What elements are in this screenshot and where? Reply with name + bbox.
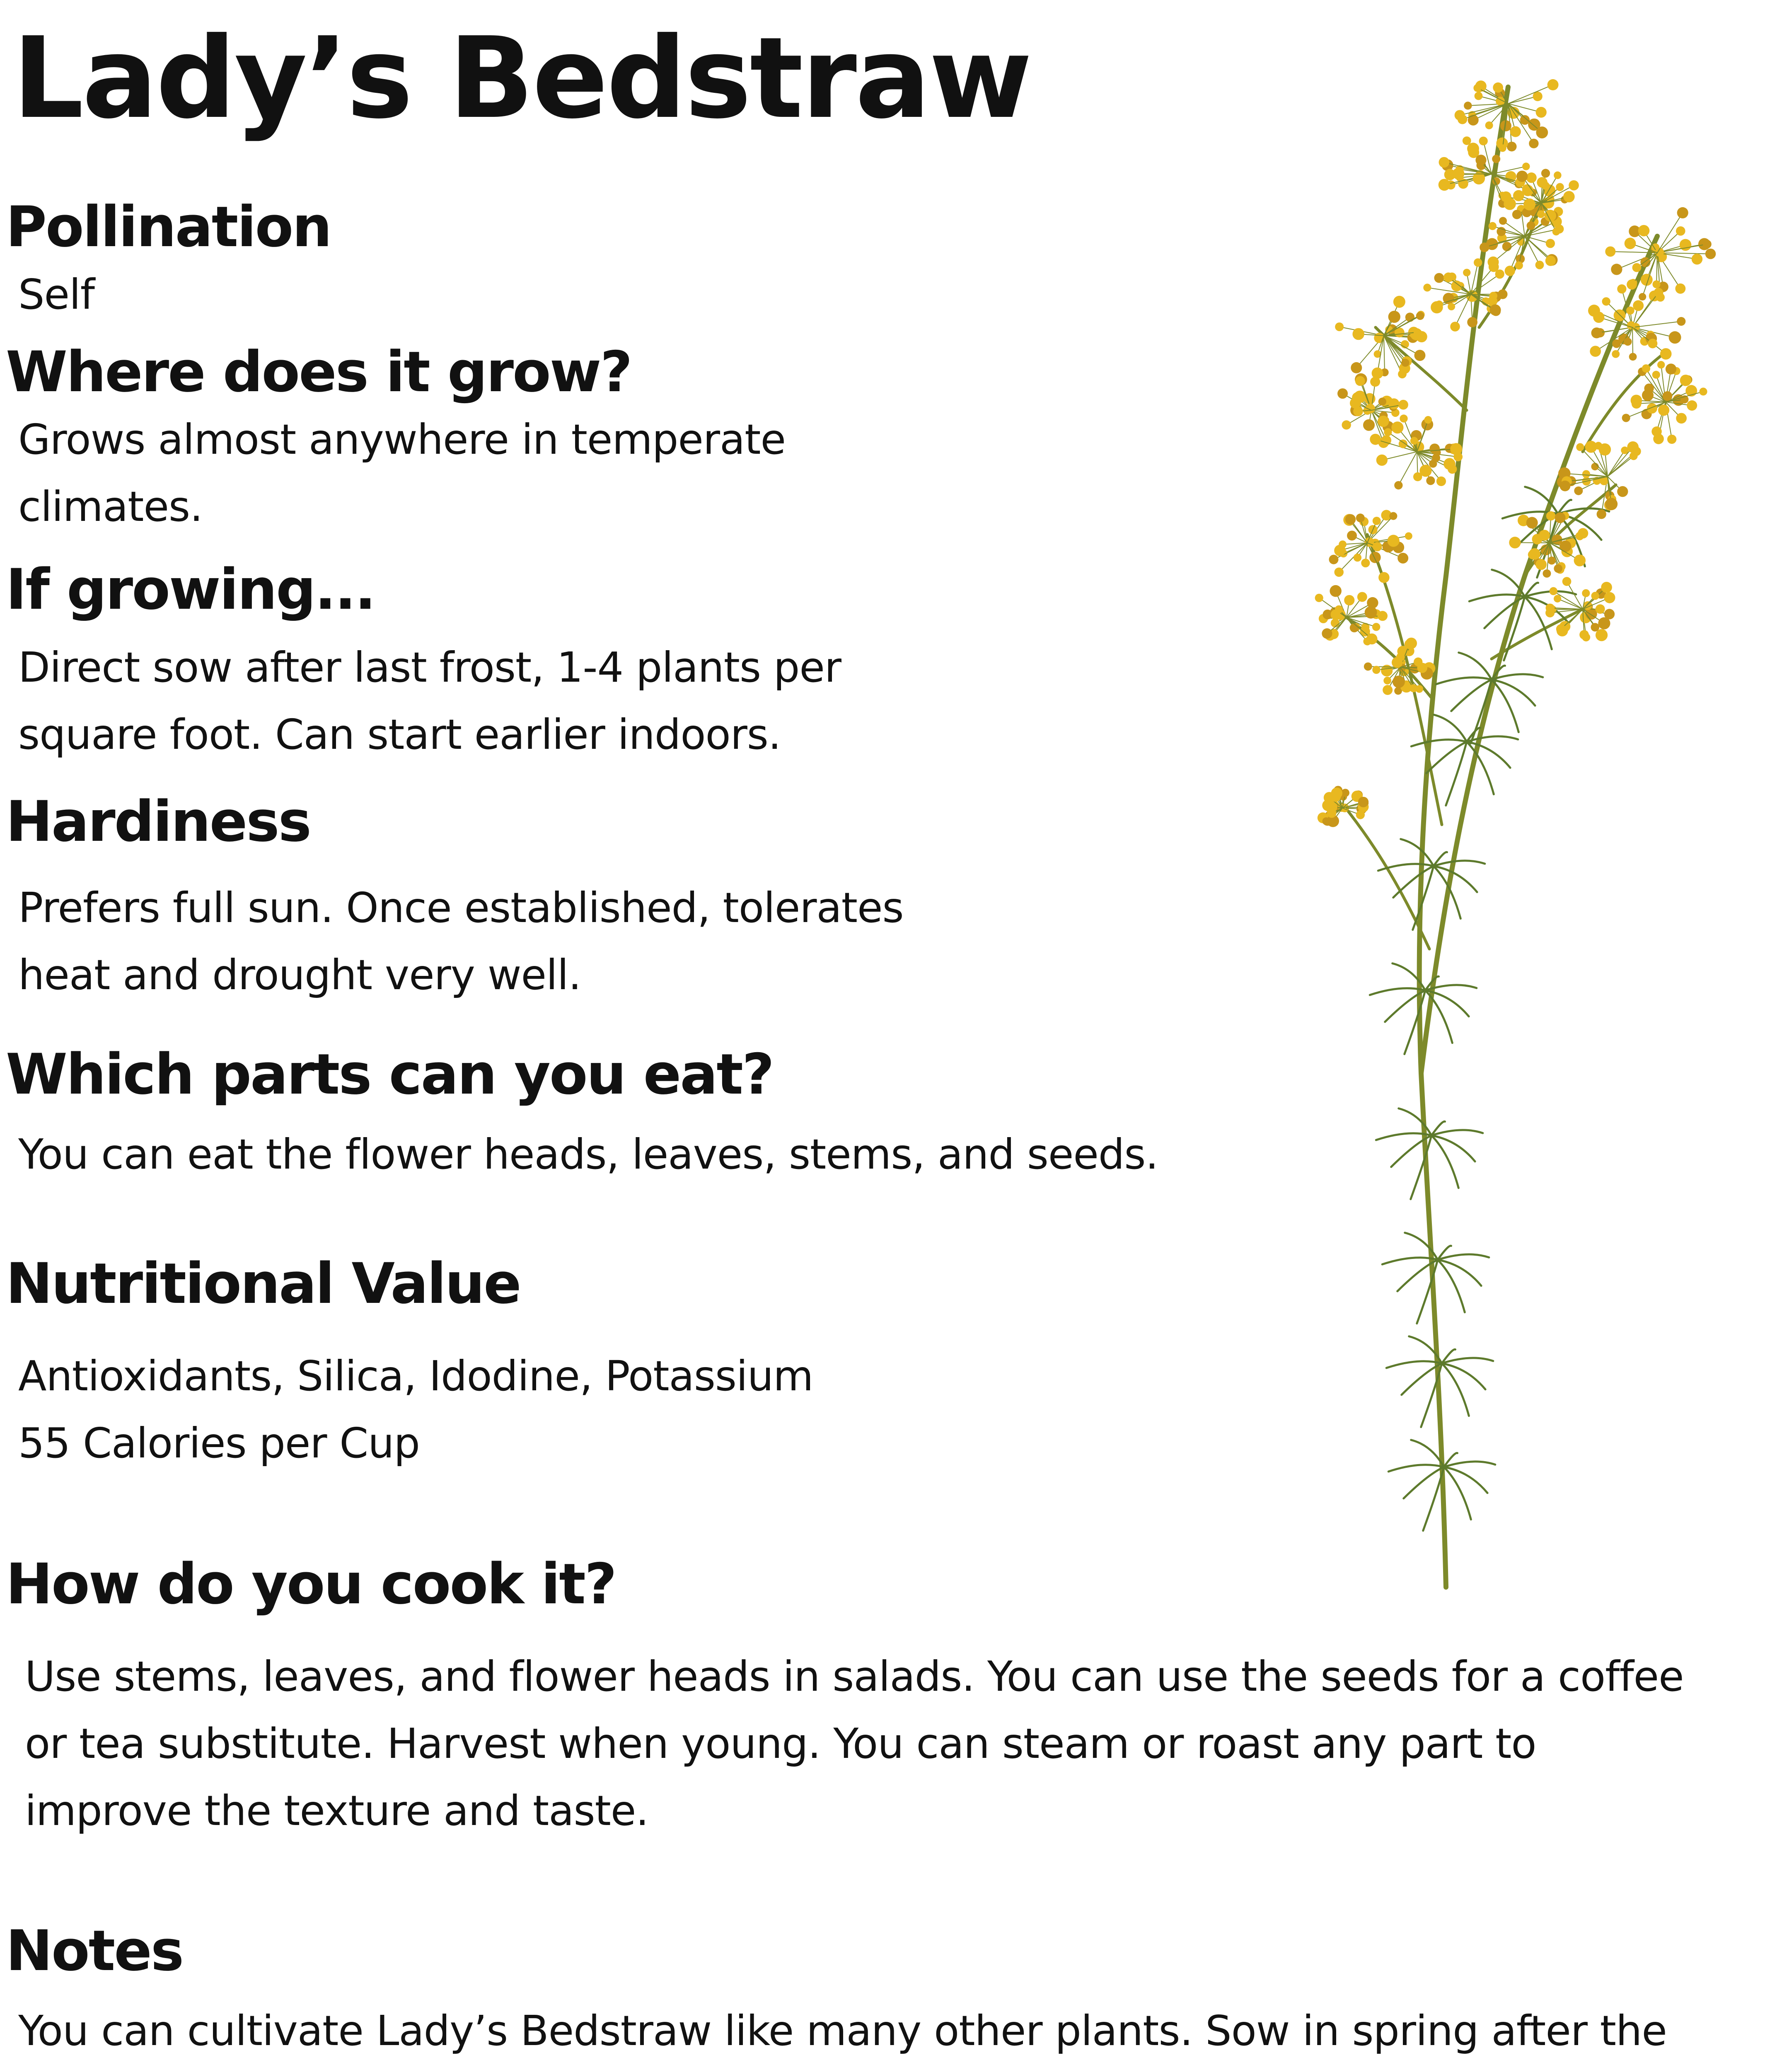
- flower-blossom: [1341, 789, 1349, 797]
- flower-blossom: [1383, 677, 1391, 685]
- flower-blossom: [1351, 362, 1362, 373]
- flower-blossom: [1330, 792, 1341, 802]
- flower-blossom: [1405, 639, 1414, 649]
- flower-blossom: [1436, 477, 1446, 486]
- flower-blossom: [1468, 115, 1479, 126]
- flower-blossom: [1556, 624, 1566, 634]
- flower-blossom: [1547, 557, 1556, 565]
- flower-blossom: [1315, 594, 1323, 602]
- flower-blossom: [1559, 540, 1571, 552]
- flower-blossom: [1638, 225, 1650, 237]
- flower-blossom: [1439, 157, 1450, 168]
- flower-blossom: [1384, 428, 1392, 436]
- flower-blossom: [1369, 552, 1381, 563]
- flower-blossom: [1391, 421, 1403, 433]
- text-line: Direct sow after last frost, 1-4 plants per: [18, 643, 841, 692]
- flower-blossom: [1432, 454, 1440, 462]
- flower-blossom: [1355, 376, 1365, 386]
- flower-blossom: [1397, 553, 1408, 564]
- flower-pedicel: [1525, 236, 1540, 265]
- flower-blossom: [1687, 400, 1697, 411]
- flower-blossom: [1495, 269, 1504, 278]
- flower-blossom: [1569, 180, 1579, 191]
- heading-hardiness: Hardiness: [6, 789, 310, 854]
- flower-blossom: [1591, 592, 1599, 600]
- flower-blossom: [1443, 458, 1455, 470]
- flower-blossom: [1423, 284, 1431, 292]
- flower-blossom: [1660, 348, 1672, 360]
- flower-blossom: [1429, 443, 1440, 454]
- flower-blossom: [1370, 434, 1381, 445]
- flower-blossom: [1556, 183, 1564, 191]
- flower-blossom: [1617, 486, 1628, 497]
- flower-blossom: [1523, 198, 1535, 211]
- flower-blossom: [1378, 398, 1386, 406]
- flower-blossom: [1522, 162, 1530, 170]
- plant-leaf: [1434, 861, 1485, 866]
- flower-blossom: [1676, 226, 1685, 236]
- text-hardiness: [18, 874, 904, 1009]
- flower-blossom: [1473, 84, 1481, 92]
- flower-blossom: [1507, 142, 1517, 152]
- flower-blossom: [1501, 191, 1511, 202]
- flower-blossom: [1576, 443, 1584, 451]
- flower-blossom: [1582, 470, 1590, 478]
- flower-blossom: [1547, 79, 1559, 90]
- flower-blossom: [1593, 312, 1604, 323]
- flower-blossom: [1543, 569, 1551, 578]
- flower-blossom: [1516, 171, 1528, 182]
- flower-blossom: [1334, 545, 1346, 557]
- flower-blossom: [1497, 227, 1506, 236]
- flower-blossom: [1579, 630, 1589, 639]
- plant-leaf: [1442, 1363, 1485, 1389]
- flower-blossom: [1352, 328, 1364, 340]
- flower-blossom: [1378, 611, 1388, 621]
- flower-blossom: [1361, 559, 1370, 567]
- flower-blossom: [1353, 407, 1363, 416]
- flower-blossom: [1417, 663, 1427, 673]
- flower-blossom: [1356, 513, 1365, 522]
- heading-notes: Notes: [6, 1918, 183, 1983]
- flower-blossom: [1542, 182, 1550, 189]
- flower-blossom: [1378, 416, 1389, 427]
- plant-stem: [1583, 352, 1666, 452]
- heading-edible-parts: Which parts can you eat?: [6, 1042, 774, 1107]
- flower-blossom: [1453, 168, 1465, 180]
- flower-blossom: [1510, 126, 1521, 137]
- flower-blossom: [1335, 322, 1344, 331]
- flower-blossom: [1410, 437, 1418, 445]
- flower-blossom: [1509, 537, 1521, 548]
- flower-blossom: [1493, 82, 1503, 93]
- flower-blossom: [1475, 92, 1483, 100]
- flower-pedicel: [1632, 327, 1633, 357]
- flower-blossom: [1322, 628, 1332, 639]
- plant-leaf: [1404, 1467, 1444, 1498]
- plant-stem: [1421, 236, 1657, 1073]
- flower-blossom: [1335, 605, 1343, 614]
- flower-blossom: [1675, 283, 1685, 294]
- flower-blossom: [1419, 465, 1431, 477]
- flower-blossom: [1657, 361, 1665, 368]
- text-line: square foot. Can start earlier indoors.: [18, 710, 781, 759]
- flower-blossom: [1692, 254, 1702, 264]
- flower-blossom: [1398, 400, 1408, 410]
- flower-blossom: [1474, 258, 1482, 266]
- plant-leaf: [1434, 715, 1467, 742]
- flower-blossom: [1345, 514, 1356, 525]
- flower-blossom: [1378, 572, 1389, 583]
- flower-blossom: [1605, 246, 1615, 257]
- flower-blossom: [1632, 263, 1642, 272]
- plant-leaf: [1459, 653, 1492, 680]
- flower-blossom: [1642, 364, 1650, 373]
- flower-blossom: [1541, 169, 1550, 177]
- flower-blossom: [1582, 589, 1590, 597]
- flower-blossom: [1443, 273, 1453, 283]
- flower-blossom: [1630, 452, 1638, 460]
- text-notes: [18, 1997, 1667, 2072]
- text-line: You can eat the flower heads, leaves, stems, and seeds.: [18, 1130, 1158, 1179]
- flower-blossom: [1410, 684, 1417, 692]
- flower-blossom: [1622, 414, 1630, 422]
- flower-blossom: [1376, 455, 1388, 466]
- flower-blossom: [1372, 666, 1380, 674]
- flower-blossom: [1539, 530, 1550, 541]
- flower-blossom: [1520, 115, 1530, 125]
- flower-blossom: [1648, 339, 1657, 348]
- flower-blossom: [1363, 419, 1375, 431]
- flower-blossom: [1644, 384, 1654, 393]
- text-pollination: [18, 261, 94, 328]
- heading-pollination: Pollination: [6, 194, 331, 259]
- flower-blossom: [1654, 288, 1663, 298]
- flower-blossom: [1545, 256, 1556, 266]
- flower-blossom: [1356, 810, 1365, 819]
- flower-blossom: [1350, 623, 1359, 632]
- flower-blossom: [1602, 297, 1610, 305]
- flower-blossom: [1591, 463, 1598, 470]
- flower-blossom: [1554, 172, 1562, 179]
- flower-blossom: [1388, 398, 1399, 409]
- flower-blossom: [1401, 359, 1409, 367]
- flower-blossom: [1489, 222, 1497, 230]
- flower-blossom: [1388, 311, 1400, 323]
- flower-blossom: [1591, 623, 1599, 632]
- flower-pedicel: [1384, 336, 1385, 373]
- flower-blossom: [1529, 139, 1538, 148]
- flower-blossom: [1467, 317, 1477, 327]
- flower-blossom: [1358, 797, 1368, 807]
- flower-blossom: [1633, 300, 1644, 311]
- plant-leaf: [1427, 742, 1467, 773]
- flower-blossom: [1527, 221, 1535, 230]
- flower-blossom: [1703, 240, 1712, 249]
- flower-blossom: [1372, 623, 1380, 631]
- flower-blossom: [1546, 511, 1556, 521]
- flower-blossom: [1597, 509, 1606, 519]
- flower-blossom: [1400, 414, 1407, 422]
- flower-blossom: [1373, 542, 1382, 551]
- flower-blossom: [1546, 239, 1555, 248]
- flower-blossom: [1555, 512, 1566, 523]
- flower-blossom: [1434, 273, 1444, 283]
- text-line: Antioxidants, Silica, Idodine, Potassium: [18, 1352, 813, 1400]
- flower-blossom: [1392, 657, 1403, 668]
- flower-blossom: [1612, 350, 1620, 358]
- plant-leaf: [1467, 736, 1518, 742]
- flower-pedicel: [1508, 85, 1553, 104]
- flower-blossom: [1596, 604, 1605, 614]
- flower-blossom: [1342, 420, 1351, 429]
- plant-leaf: [1401, 839, 1434, 866]
- flower-blossom: [1605, 498, 1618, 510]
- flower-blossom: [1574, 554, 1586, 566]
- flower-blossom: [1365, 606, 1377, 619]
- flower-blossom: [1393, 675, 1405, 688]
- flower-blossom: [1554, 595, 1561, 603]
- plant-leaf: [1434, 866, 1477, 892]
- text-line: climates.: [18, 482, 203, 531]
- flower-blossom: [1574, 487, 1583, 495]
- flower-blossom: [1337, 388, 1348, 399]
- flower-blossom: [1666, 363, 1676, 374]
- flower-blossom: [1596, 629, 1608, 641]
- flower-blossom: [1388, 535, 1400, 547]
- flower-blossom: [1529, 548, 1540, 560]
- flower-blossom: [1537, 210, 1545, 218]
- flower-blossom: [1450, 443, 1462, 455]
- flower-pedicel: [1608, 456, 1634, 477]
- flower-blossom: [1389, 512, 1397, 520]
- plant-leaf: [1431, 1135, 1475, 1162]
- flower-blossom: [1464, 102, 1472, 109]
- flower-blossom: [1590, 346, 1601, 357]
- flower-blossom: [1562, 577, 1572, 586]
- flower-blossom: [1639, 293, 1646, 300]
- flower-blossom: [1535, 261, 1544, 269]
- text-line: [18, 2065, 1667, 2072]
- text-line: 55 Calories per Cup: [18, 1419, 420, 1467]
- flower-blossom: [1455, 110, 1465, 120]
- flower-blossom: [1629, 353, 1637, 361]
- text-line: Grows almost anywhere in temperate: [18, 415, 786, 464]
- plant-leaf: [1492, 674, 1543, 680]
- text-where-grow: [18, 406, 786, 540]
- heading-how-to-cook: How do you cook it?: [6, 1552, 616, 1617]
- flower-blossom: [1535, 559, 1547, 570]
- flower-blossom: [1677, 317, 1685, 326]
- text-line: You can cultivate Lady’s Bedstraw like many other plants. Sow in spring after the: [18, 2007, 1667, 2055]
- plant-leaf: [1446, 742, 1467, 806]
- flower-blossom: [1677, 207, 1688, 218]
- flower-blossom: [1554, 564, 1562, 573]
- flower-blossom: [1426, 476, 1435, 485]
- flower-blossom: [1414, 329, 1421, 336]
- flower-blossom: [1699, 387, 1707, 395]
- flower-blossom: [1624, 338, 1632, 346]
- flower-blossom: [1627, 279, 1637, 290]
- flower-blossom: [1505, 266, 1515, 276]
- flower-blossom: [1344, 595, 1354, 605]
- flower-blossom: [1625, 238, 1636, 249]
- flower-blossom: [1663, 391, 1673, 401]
- flower-blossom: [1552, 228, 1560, 236]
- flower-blossom: [1485, 121, 1493, 129]
- flower-blossom: [1405, 532, 1412, 540]
- flower-blossom: [1502, 242, 1512, 252]
- flower-blossom: [1489, 304, 1501, 315]
- flower-blossom: [1526, 172, 1537, 183]
- text-line: heat and drought very well.: [18, 951, 581, 999]
- flower-blossom: [1536, 126, 1548, 138]
- flower-blossom: [1448, 303, 1455, 310]
- flower-blossom: [1591, 327, 1602, 338]
- flower-blossom: [1492, 155, 1500, 163]
- flower-blossom: [1394, 481, 1402, 489]
- ladys-bedstraw-plant-illustration: [1293, 37, 1757, 1595]
- heading-where-grow: Where does it grow?: [6, 339, 631, 404]
- flower-blossom: [1652, 281, 1660, 288]
- plant-leaf: [1438, 1254, 1489, 1260]
- flower-blossom: [1475, 155, 1486, 165]
- flower-blossom: [1383, 685, 1393, 695]
- flower-blossom: [1651, 426, 1662, 437]
- flower-blossom: [1585, 441, 1597, 453]
- flower-blossom: [1366, 634, 1378, 645]
- flower-blossom: [1601, 582, 1612, 593]
- flower-blossom: [1436, 300, 1443, 308]
- flower-blossom: [1513, 190, 1524, 201]
- flower-blossom: [1499, 144, 1506, 152]
- page-title: Lady’s Bedstraw: [12, 13, 1031, 143]
- flower-blossom: [1559, 481, 1570, 491]
- flower-blossom: [1546, 604, 1555, 613]
- flower-pedicel: [1398, 452, 1417, 485]
- flower-blossom: [1354, 554, 1361, 562]
- flower-blossom: [1439, 179, 1451, 191]
- flower-blossom: [1357, 592, 1367, 602]
- flower-blossom: [1393, 296, 1405, 308]
- flower-blossom: [1364, 662, 1372, 670]
- flower-blossom: [1604, 592, 1615, 603]
- text-if-growing: [18, 634, 841, 768]
- text-line: improve the texture and taste.: [25, 1786, 649, 1835]
- flower-blossom: [1347, 531, 1357, 541]
- heading-nutritional-value: Nutritional Value: [6, 1251, 520, 1316]
- flower-blossom: [1627, 441, 1639, 453]
- flower-blossom: [1626, 307, 1634, 315]
- flower-blossom: [1334, 567, 1343, 576]
- flower-blossom: [1647, 403, 1657, 414]
- text-line: Prefers full sun. Once established, tolerates: [18, 884, 904, 932]
- flower-blossom: [1327, 808, 1337, 818]
- flower-blossom: [1479, 137, 1488, 145]
- plant-leaf: [1438, 1260, 1481, 1286]
- flower-blossom: [1526, 517, 1538, 528]
- plant-leaf: [1423, 1467, 1444, 1531]
- flower-blossom: [1370, 377, 1380, 387]
- plant-leaf: [1444, 1462, 1495, 1467]
- plant-leaf: [1431, 1130, 1483, 1135]
- flower-blossom: [1705, 249, 1716, 259]
- flower-blossom: [1676, 413, 1687, 424]
- flower-blossom: [1424, 416, 1432, 424]
- text-line: Self: [18, 270, 94, 319]
- flower-blossom: [1416, 312, 1424, 320]
- flower-blossom: [1512, 210, 1522, 219]
- flower-blossom: [1599, 443, 1611, 455]
- flower-pedicel: [1632, 321, 1681, 327]
- flower-blossom: [1669, 331, 1681, 344]
- flower-blossom: [1563, 191, 1575, 203]
- plant-leaf: [1393, 866, 1434, 898]
- flower-blossom: [1617, 284, 1626, 293]
- flower-blossom: [1576, 532, 1584, 540]
- flower-blossom: [1550, 587, 1557, 595]
- flower-pedicel: [1608, 447, 1633, 477]
- flower-blossom: [1480, 242, 1489, 252]
- text-line: Use stems, leaves, and flower heads in salads. You can use the seeds for a coffee: [25, 1652, 1684, 1701]
- plant-leaf: [1492, 680, 1535, 706]
- plant-leaf: [1442, 1358, 1493, 1363]
- heading-if-growing: If growing...: [6, 557, 375, 622]
- text-nutritional-value: [18, 1343, 813, 1477]
- flower-blossom: [1450, 322, 1460, 332]
- flower-blossom: [1536, 107, 1547, 118]
- flower-blossom: [1463, 269, 1470, 276]
- flower-blossom: [1658, 404, 1669, 416]
- flower-pedicel: [1557, 599, 1583, 609]
- flower-blossom: [1373, 517, 1381, 525]
- flower-blossom: [1611, 264, 1622, 275]
- plant-leaf: [1444, 1467, 1487, 1493]
- text-how-to-cook: [25, 1643, 1684, 1844]
- flower-blossom: [1414, 350, 1426, 361]
- flower-blossom: [1632, 399, 1642, 409]
- text-edible-parts: [18, 1121, 1158, 1188]
- flower-blossom: [1515, 261, 1523, 270]
- flower-blossom: [1499, 217, 1507, 225]
- flower-pedicel: [1567, 581, 1583, 609]
- flower-blossom: [1680, 375, 1692, 386]
- text-line: or tea substitute. Harvest when young. You can steam or roast any part to: [25, 1719, 1536, 1768]
- flower-blossom: [1667, 435, 1676, 444]
- flower-blossom: [1330, 585, 1341, 597]
- flower-blossom: [1652, 371, 1660, 379]
- flower-blossom: [1598, 617, 1610, 629]
- flower-blossom: [1329, 555, 1338, 564]
